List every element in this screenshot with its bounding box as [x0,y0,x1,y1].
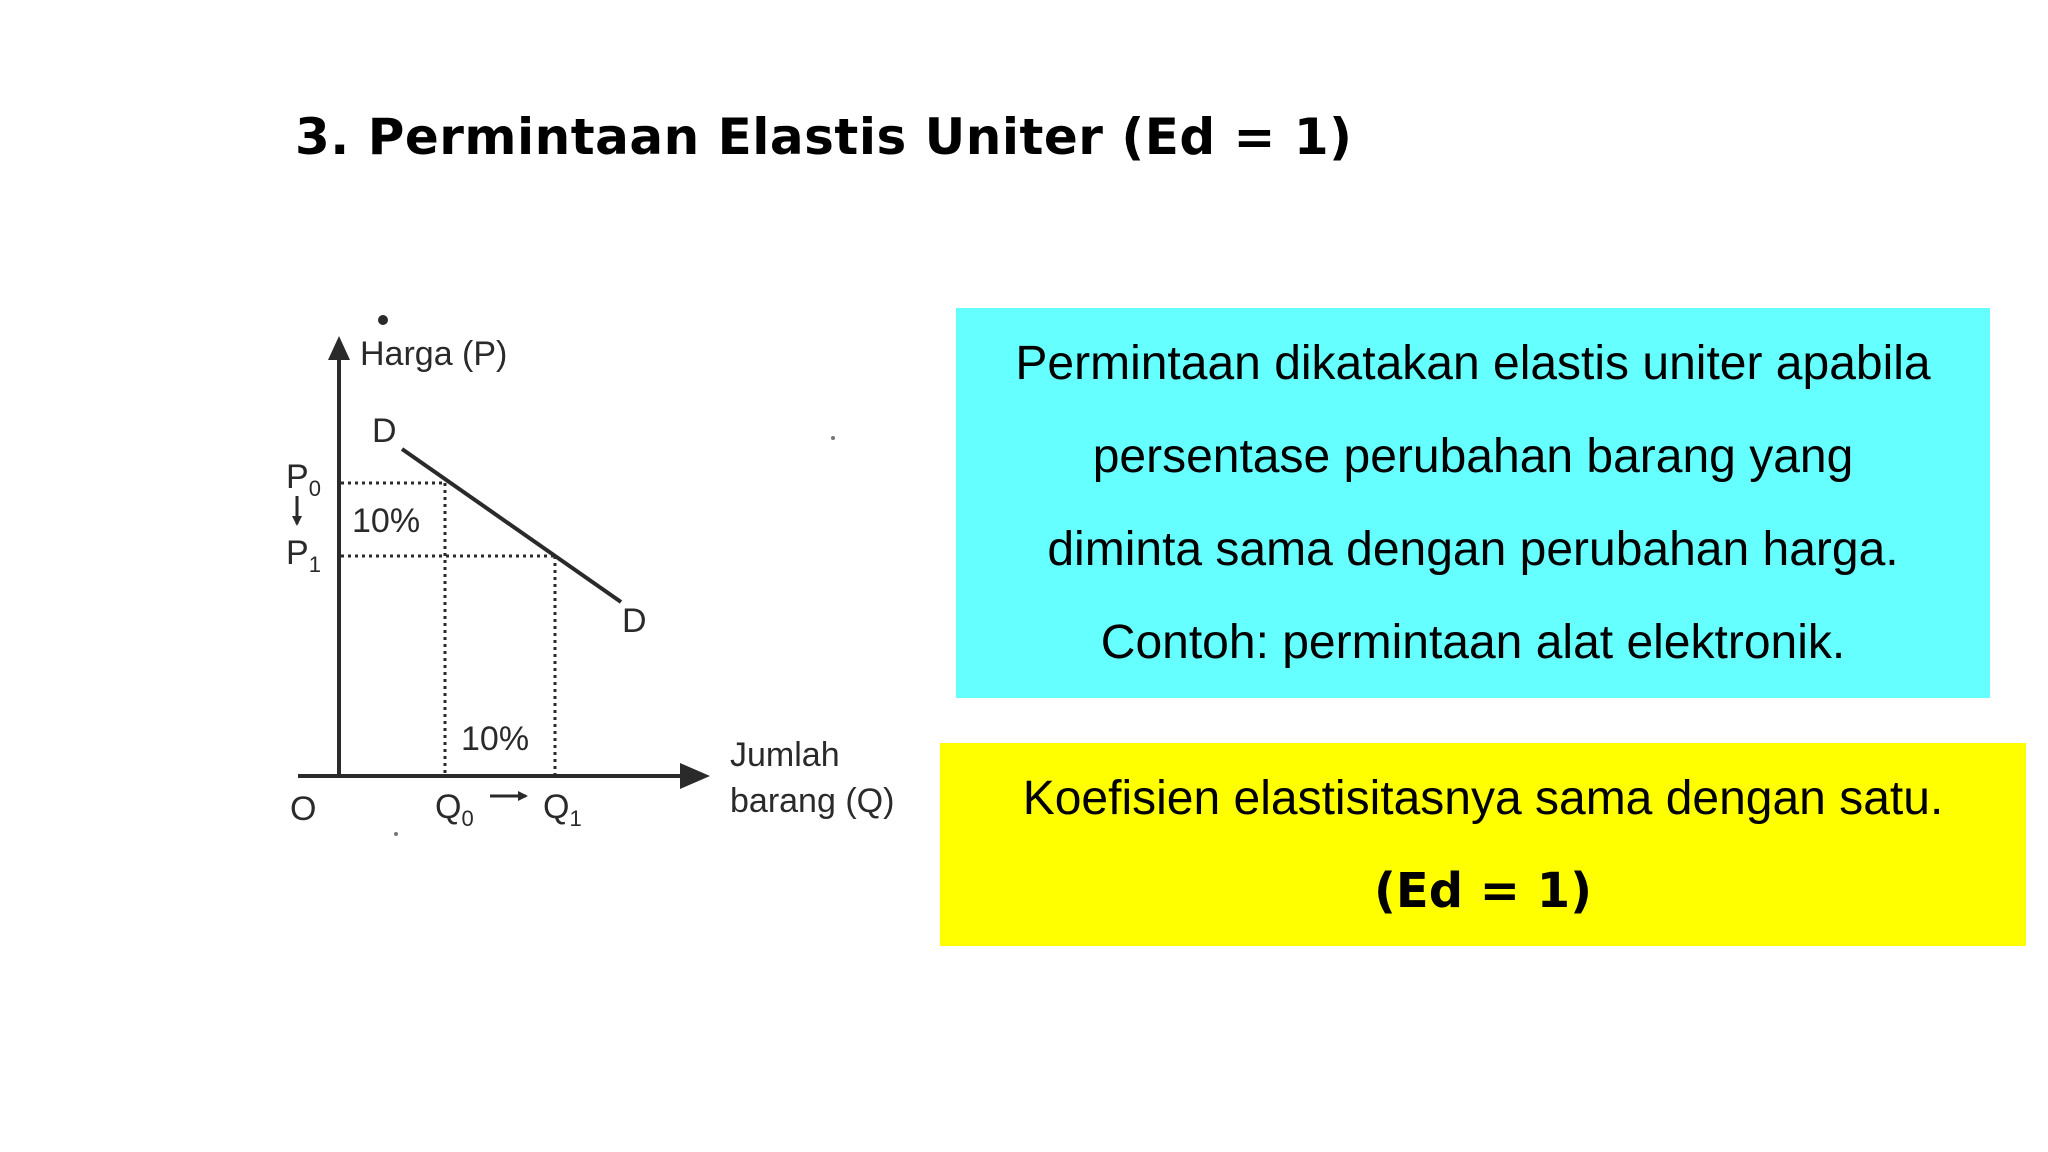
y-axis-label: Harga (P) [360,335,508,373]
definition-box [956,308,1990,698]
origin-label: O [290,790,317,828]
x-axis-label-line2: barang (Q) [730,782,895,820]
quantity-q0-main: Q [435,788,462,826]
price-p0-sub: 0 [308,476,321,501]
definition-line-3: diminta sama dengan perubahan harga. [1047,523,1899,576]
y-axis-arrow-icon [328,336,350,360]
quantity-q1-main: Q [543,788,570,826]
x-axis-arrow-icon [680,763,710,789]
definition-line-2: persentase perubahan barang yang [1092,430,1854,483]
scan-speck [831,436,835,440]
demand-curve [402,449,621,602]
quantity-q1-label [543,788,582,831]
price-p1-label [286,534,321,577]
slide-title: 3. Permintaan Elastis Uniter (Ed = 1) [295,108,1353,166]
price-p0-main: P [286,458,309,496]
scan-speck [378,315,388,325]
quantity-q0-sub: 0 [461,806,474,831]
demand-diagram-svg [260,300,940,860]
demand-curve-label-end: D [622,602,647,640]
coefficient-box [940,743,2026,946]
coefficient-text: Koefisien elastisitasnya sama dengan satu. [1022,771,1944,825]
quantity-change-percent: 10% [461,720,530,758]
demand-diagram [260,300,940,860]
coefficient-formula: (Ed = 1) [1373,862,1593,919]
definition-line-1: Permintaan dikatakan elastis uniter apabila [1015,337,1931,390]
quantity-q0-label [435,788,474,831]
x-axis-label-line1: Jumlah [730,736,840,774]
definition-line-4: Contoh: permintaan alat elektronik. [1100,616,1846,669]
price-p1-sub: 1 [308,552,321,577]
price-p0-label [286,458,321,501]
price-change-percent: 10% [352,502,421,540]
price-p1-main: P [286,534,309,572]
quantity-q1-sub: 1 [569,806,582,831]
demand-curve-label-start: D [372,412,397,450]
scan-speck [394,832,398,836]
